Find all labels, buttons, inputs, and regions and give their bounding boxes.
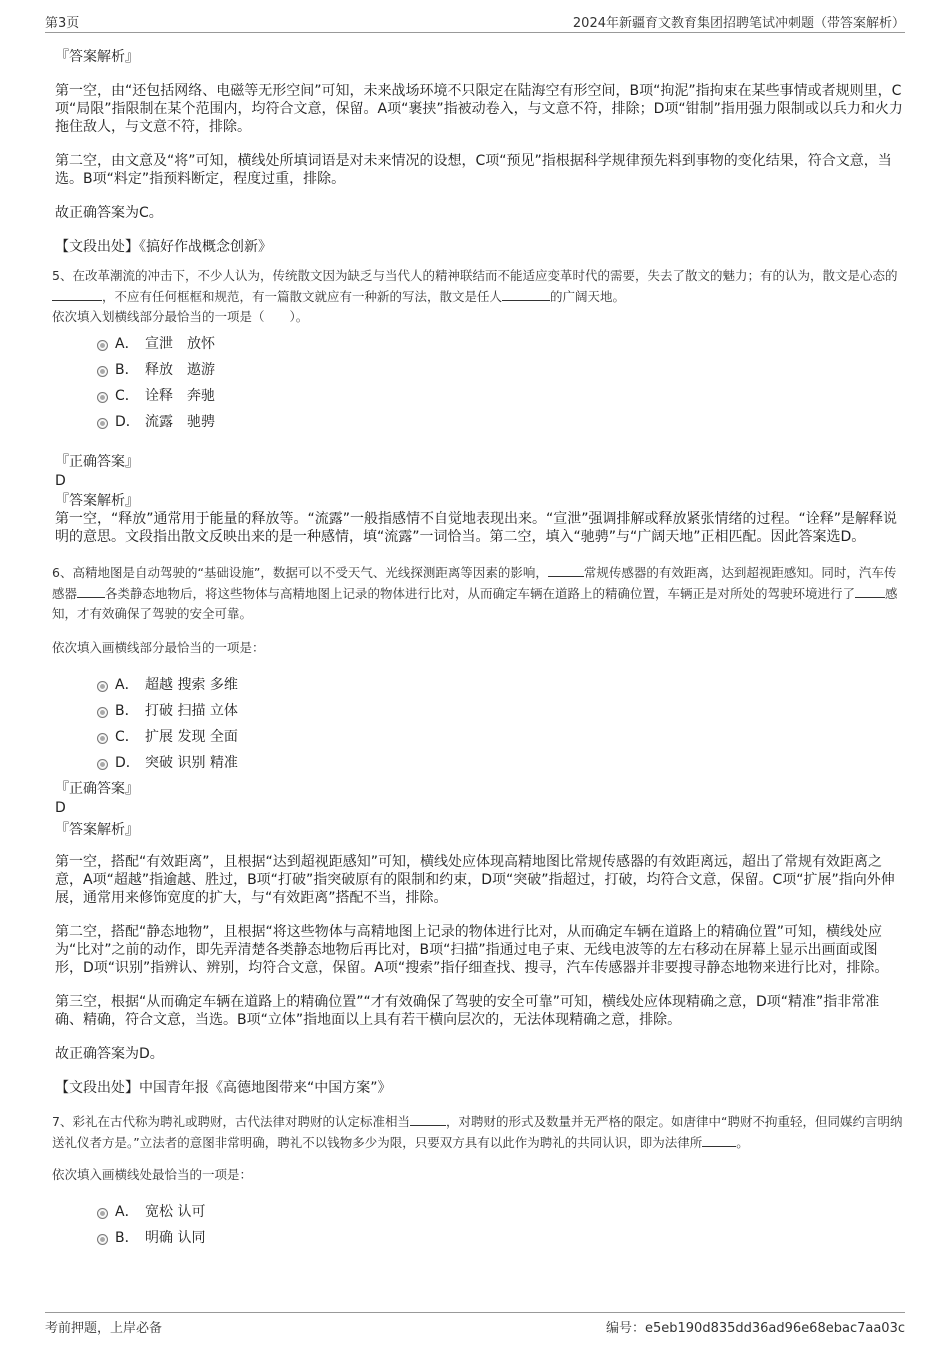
q7-stem-part-1: 7、彩礼在古代称为聘礼或聘财，古代法律对聘财的认定标准相当 <box>52 1114 410 1129</box>
q7-options <box>55 1199 905 1251</box>
q5-analysis-label: 『答案解析』 <box>55 493 139 509</box>
q6-stem-part-1: 6、高精地图是自动驾驶的“基础设施”，数据可以不受天气、光线探测距离等因素的影响， <box>52 565 548 580</box>
q6-conclusion: 故正确答案为D。 <box>55 1046 164 1062</box>
q7-stem-part-3: 。 <box>736 1135 749 1150</box>
q5-stem-part-3: 的广阔天地。 <box>550 289 626 304</box>
radio-icon[interactable] <box>97 366 108 377</box>
radio-icon[interactable] <box>97 733 108 744</box>
q7-blank-2 <box>702 1132 736 1147</box>
q5-instruction: 依次填入划横线部分最恰当的一项是（ ）。 <box>52 309 309 324</box>
radio-icon[interactable] <box>97 1234 108 1245</box>
q4-conclusion: 故正确答案为C。 <box>55 205 163 221</box>
q5-answer-label: 『正确答案』 <box>55 454 139 470</box>
page-header <box>45 10 905 33</box>
q6-answer: D <box>55 800 66 816</box>
q5-option-c[interactable]: C． 诠释 奔驰 <box>55 383 905 409</box>
radio-icon[interactable] <box>97 392 108 403</box>
q6-instruction: 依次填入画横线部分最恰当的一项是： <box>52 640 265 655</box>
radio-icon[interactable] <box>97 707 108 718</box>
document-code: 编号：e5eb190d835dd36ad96e68ebac7aa03c <box>605 1321 905 1336</box>
q6-blank-2 <box>77 583 105 598</box>
q5-stem-part-1: 5、在改革潮流的冲击下，不少人认为，传统散文因为缺乏与当代人的精神联结而不能适应变革时代的需要，失去了散文的魅力；有的认为，散文是心态的 <box>52 268 898 283</box>
q6-answer-label: 『正确答案』 <box>55 781 139 797</box>
q7-instruction: 依次填入画横线处最恰当的一项是： <box>52 1167 253 1182</box>
q4-analysis-para-1: 第一空，由“还包括网络、电磁等无形空间”可知，未来战场环境不只限定在陆海空有形空间，B项“拘泥”指拘束在某些事情或者规则里，C项“局限”指限制在某个范围内，均符合文意，保留。A项“裹挟”指被动卷入，与文意不符，排除；D项“钳制”指用强力限制或以兵力和火力拖住敌人，与文意不符，排除。 <box>55 83 903 135</box>
q6-option-c[interactable]: C． 扩展 发现 全面 <box>55 724 905 750</box>
radio-icon[interactable] <box>97 340 108 351</box>
q5-option-b[interactable]: B． 释放 遨游 <box>55 357 905 383</box>
q6-analysis-para-3: 第三空，根据“从而确定车辆在道路上的精确位置”“才有效确保了驾驶的安全可靠”可知，横线处应体现精确之意，D项“精准”指非常准确、精确，符合文意，当选。B项“立体”指地面以上具有若干横向层次的，无法体现精确之意，排除。 <box>55 994 880 1028</box>
radio-icon[interactable] <box>97 681 108 692</box>
q6-option-b[interactable]: B． 打破 扫描 立体 <box>55 698 905 724</box>
q5-options <box>55 331 905 435</box>
q6-analysis-para-2: 第二空，搭配“静态地物”，且根据“将这些物体与高精地图上记录的物体进行比对，从而确定车辆在道路上的精确位置”可知，横线处应为“比对”之前的动作，即先弄清楚各类静态地物后再比对，B项“扫描”指通过电子束、无线电波等的左右移动在屏幕上显示出画面或图形，D项“识别”指辨认、辨别，均符合文意，保留。A项“搜索”指仔细查找、搜寻，汽车传感器并非要搜寻静态地物来进行比对，排除。 <box>55 924 889 976</box>
q6-stem-part-4: 感知，才有效确保了驾驶的安全可靠。 <box>52 586 898 621</box>
q5-analysis: 第一空，“释放”通常用于能量的释放等。“流露”一般指感情不自觉地表现出来。“宣泄”强调排解或释放紧张情绪的过程。“诠释”是解释说明的意思。文段指出散文反映出来的是一种感情，填“流露”一词恰当。第二空，填入“驰骋”与“广阔天地”正相匹配。因此答案选D。 <box>55 511 898 545</box>
q7-option-a[interactable]: A． 宽松 认可 <box>55 1199 905 1225</box>
q6-stem <box>52 562 905 624</box>
q5-option-d[interactable]: D． 流露 驰骋 <box>55 409 905 435</box>
q7-option-b[interactable]: B． 明确 认同 <box>55 1225 905 1251</box>
q6-blank-3 <box>855 583 885 598</box>
q6-options <box>55 672 905 776</box>
q7-blank-1 <box>410 1111 446 1126</box>
q5-blank-2 <box>502 286 550 301</box>
q6-option-d[interactable]: D． 突破 识别 精准 <box>55 750 905 776</box>
q4-source: 【文段出处】《搞好作战概念创新》 <box>55 239 272 255</box>
q4-analysis-para-2: 第二空，由文意及“将”可知，横线处所填词语是对未来情况的设想，C项“预见”指根据科学规律预先料到事物的变化结果，符合文意，当选。B项“料定”指预料断定，程度过重，排除。 <box>55 153 892 187</box>
q5-blank-1 <box>52 286 102 301</box>
q6-stem-part-3: 各类静态地物后，将这些物体与高精地图上记录的物体进行比对，从而确定车辆在道路上的精确位置，车辆正是对所处的驾驶环境进行了 <box>105 586 856 601</box>
q6-analysis-label: 『答案解析』 <box>55 822 139 838</box>
page-content <box>52 44 905 1251</box>
q7-stem <box>52 1111 905 1153</box>
q6-analysis-para-1: 第一空，搭配“有效距离”，且根据“达到超视距感知”可知，横线处应体现高精地图比常规传感器的有效距离远，超出了常规有效距离之意，A项“超越”指逾越、胜过，B项“打破”指突破原有的限制和约束，D项“突破”指超过，打破，均符合文意，保留。C项“扩展”指向外伸展，通常用来修饰宽度的扩大，与“有效距离”搭配不当，排除。 <box>55 854 895 906</box>
radio-icon[interactable] <box>97 418 108 429</box>
q5-stem-part-2: ，不应有任何框框和规范，有一篇散文就应有一种新的写法，散文是任人 <box>102 289 503 304</box>
radio-icon[interactable] <box>97 759 108 770</box>
document-title: 2024年新疆育文教育集团招聘笔试冲刺题（带答案解析） <box>572 16 905 31</box>
q5-stem <box>52 266 905 307</box>
radio-icon[interactable] <box>97 1208 108 1219</box>
q6-blank-1 <box>548 562 584 577</box>
q5-option-a[interactable]: A． 宣泄 放怀 <box>55 331 905 357</box>
page-footer <box>45 1312 905 1336</box>
q6-stem-part-2: 常规传感器的有效距离，达到超视距感知。同时，汽车传感器 <box>52 565 897 601</box>
footer-slogan: 考前押题，上岸必备 <box>45 1321 163 1336</box>
q5-answer: D <box>55 473 66 489</box>
q7-stem-part-2: ，对聘财的形式及数量并无严格的限定。如唐律中“聘财不拘重轻，但同媒约言明纳送礼仪者方是。”立法者的意图非常明确，聘礼不以钱物多少为限，只要双方具有以此作为聘礼的共同认识，即为法律所 <box>52 1114 903 1150</box>
q4-analysis-label: 『答案解析』 <box>55 49 139 65</box>
q6-option-a[interactable]: A． 超越 搜索 多维 <box>55 672 905 698</box>
page-number: 第3页 <box>45 16 80 31</box>
q6-source: 【文段出处】中国青年报《高德地图带来“中国方案”》 <box>55 1080 392 1096</box>
